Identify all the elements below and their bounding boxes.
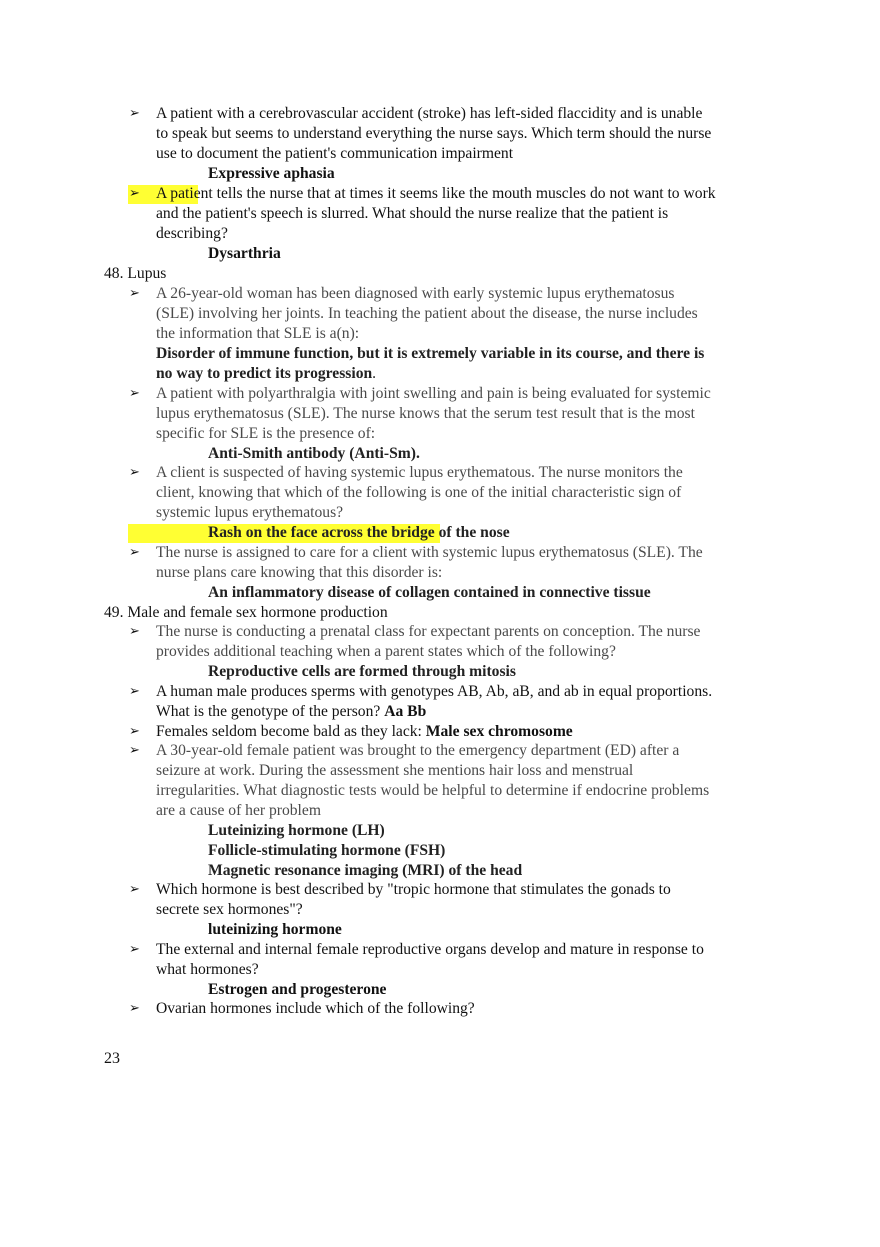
question-line: A 30-year-old female patient was brought to the emergency department (ED) after a <box>156 742 680 759</box>
question-line: A patient with a cerebrovascular accident (stroke) has left-sided flaccidity and is unable <box>156 105 703 122</box>
question-line: A patient with polyarthralgia with joint swelling and pain is being evaluated for systemic <box>156 385 711 402</box>
question-line: the information that SLE is a(n): <box>156 325 360 342</box>
question-line: irregularities. What diagnostic tests would be helpful to determine if endocrine problems <box>156 782 710 799</box>
question-line: The nurse is conducting a prenatal class for expectant parents on conception. The nurse <box>156 623 701 640</box>
question-line: provides additional teaching when a parent states which of the following? <box>156 643 616 660</box>
question-line: what hormones? <box>156 961 259 978</box>
bullet-arrow-icon: ➢ <box>129 386 140 401</box>
bullet-arrow-icon: ➢ <box>129 186 140 201</box>
answer-text: Luteinizing hormone (LH) <box>208 822 385 839</box>
section-heading: 49. Male and female sex hormone production <box>104 604 388 621</box>
bullet-arrow-icon: ➢ <box>129 465 140 480</box>
answer-text: Anti-Smith antibody (Anti-Sm). <box>208 445 420 462</box>
question-line: to speak but seems to understand everything the nurse says. Which term should the nurse <box>156 125 712 142</box>
bullet-arrow-icon: ➢ <box>129 942 140 957</box>
bullet-arrow-icon: ➢ <box>129 882 140 897</box>
question-line: and the patient's speech is slurred. What should the nurse realize that the patient is <box>156 205 669 222</box>
bullet-arrow-icon: ➢ <box>129 286 140 301</box>
bullet-arrow-icon: ➢ <box>129 545 140 560</box>
question-line: The nurse is assigned to care for a client with systemic lupus erythematosus (SLE). The <box>156 544 703 561</box>
question-line: A client is suspected of having systemic lupus erythematous. The nurse monitors the <box>156 464 683 481</box>
answer-text: Rash on the face across the bridge of the nose <box>208 524 510 541</box>
bullet-arrow-icon: ➢ <box>129 724 140 739</box>
question-line: nurse plans care knowing that this disorder is: <box>156 564 443 581</box>
question-line: The external and internal female reproductive organs develop and mature in response to <box>156 941 704 958</box>
answer-text: Follicle-stimulating hormone (FSH) <box>208 842 446 859</box>
bullet-arrow-icon: ➢ <box>129 743 140 758</box>
answer-text: Estrogen and progesterone <box>208 981 387 998</box>
question-line: A 26-year-old woman has been diagnosed with early systemic lupus erythematosus <box>156 285 675 302</box>
highlighted-text: Rash on the face across the brid <box>208 524 420 541</box>
answer-text: Disorder of immune function, but it is extremely variable in its course, and there is <box>156 345 705 362</box>
question-line: are a cause of her problem <box>156 802 321 819</box>
question-line: A patient tells the nurse that at times it seems like the mouth muscles do not want to work <box>156 185 716 202</box>
question-line: What is the genotype of the person? Aa Bb <box>156 703 427 720</box>
question-line: seizure at work. During the assessment she mentions hair loss and menstrual <box>156 762 634 779</box>
answer-text: Male sex chromosome <box>425 723 573 740</box>
page-number: 23 <box>104 1050 120 1067</box>
bullet-arrow-icon: ➢ <box>129 1001 140 1016</box>
bullet-arrow-icon: ➢ <box>129 624 140 639</box>
bullet-arrow-icon: ➢ <box>129 106 140 121</box>
answer-text: Reproductive cells are formed through mitosis <box>208 663 516 680</box>
highlighted-text: A pati <box>156 185 194 202</box>
answer-text: Aa Bb <box>384 703 427 720</box>
answer-text: no way to predict its progression. <box>156 365 377 382</box>
question-line: use to document the patient's communication impairment <box>156 145 514 162</box>
answer-text: Expressive aphasia <box>208 165 335 182</box>
question-line: describing? <box>156 225 228 242</box>
question-line: (SLE) involving her joints. In teaching the patient about the disease, the nurse includes <box>156 305 698 322</box>
question-line: client, knowing that which of the following is one of the initial characteristic sign of <box>156 484 682 501</box>
question-line: systemic lupus erythematous? <box>156 504 344 521</box>
question-line: secrete sex hormones"? <box>156 901 303 918</box>
section-heading: 48. Lupus <box>104 265 167 282</box>
question-line: lupus erythematosus (SLE). The nurse knows that the serum test result that is the most <box>156 405 695 422</box>
answer-text: An inflammatory disease of collagen contained in connective tissue <box>208 584 651 601</box>
bullet-arrow-icon: ➢ <box>129 684 140 699</box>
question-line: Females seldom become bald as they lack: Male sex chromosome <box>156 723 573 740</box>
answer-text: Dysarthria <box>208 245 281 262</box>
answer-text: luteinizing hormone <box>208 921 342 938</box>
question-line: A human male produces sperms with genotypes AB, Ab, aB, and ab in equal proportions. <box>156 683 713 700</box>
question-line: specific for SLE is the presence of: <box>156 425 376 442</box>
question-line: Ovarian hormones include which of the following? <box>156 1000 475 1017</box>
question-line: Which hormone is best described by "tropic hormone that stimulates the gonads to <box>156 881 671 898</box>
answer-text: Magnetic resonance imaging (MRI) of the head <box>208 862 523 879</box>
